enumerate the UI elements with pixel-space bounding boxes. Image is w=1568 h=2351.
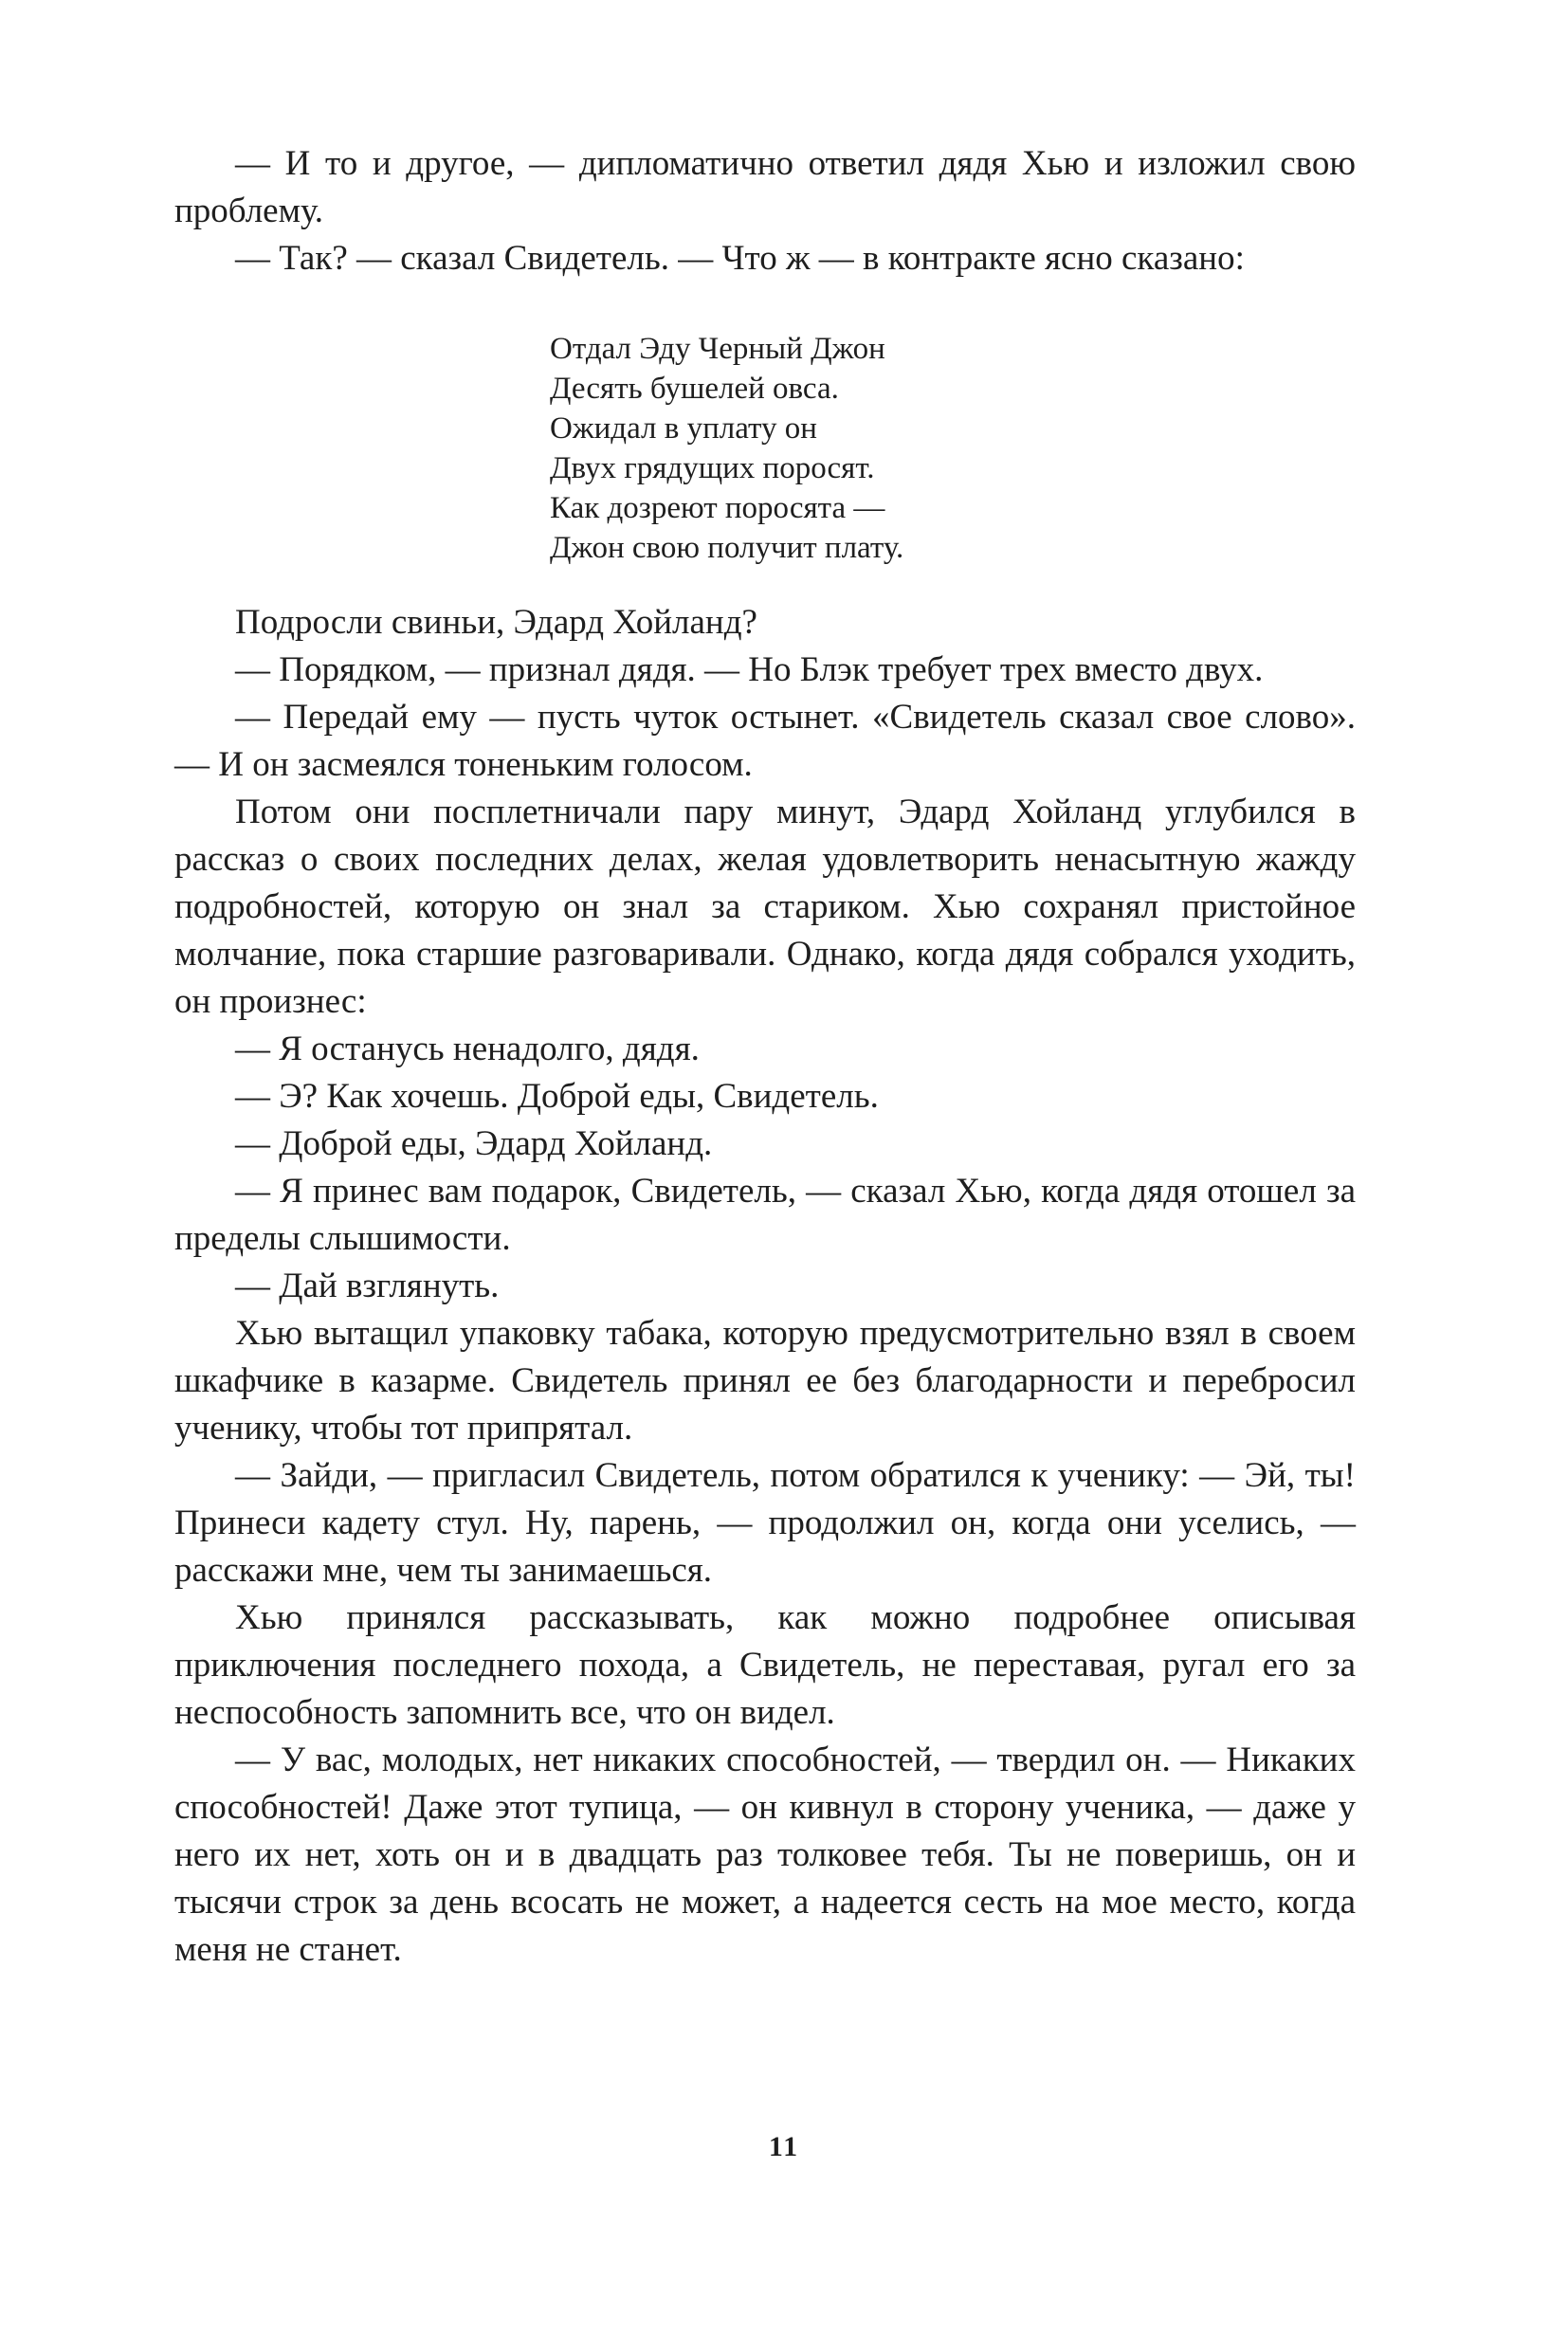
paragraph: — Зайди, — пригласил Свидетель, потом обратился к ученику: — Эй, ты! Принеси кадету стул. Ну, парень, — продолжил он, когда они уселись, — расскажи мне, чем ты занимаешься. (174, 1456, 1356, 1590)
verse-line: Отдал Эду Черный Джон (550, 332, 885, 366)
verse-line: Джон свою получит плату. (550, 531, 904, 565)
text-block-top (174, 140, 1356, 282)
paragraph: Потом они посплетничали пару минут, Эдард Хойланд углубился в рассказ о своих последних делах, желая удовлетворить ненасытную жажду подробностей, которую он знал за стариком. Хью сохранял пристойное молчание, пока старшие разговаривали. Однако, когда дядя собрался уходить, он произнес: (174, 793, 1356, 1021)
paragraph: Хью принялся рассказывать, как можно подробнее описывая приключения последнего похода, а Свидетель, не переставая, ругал его за неспособность запомнить все, что он видел. (174, 1598, 1356, 1732)
verse-line: Ожидал в уплату он (550, 411, 817, 446)
paragraph: — Дай взглянуть. (235, 1267, 500, 1305)
verse-line: Десять бушелей овса. (550, 372, 839, 406)
text-block-main (174, 599, 1356, 1974)
paragraph: Хью вытащил упаковку табака, которую предусмотрительно взял в своем шкафчике в казарме. Свидетель принял ее без благодарности и перебросил ученику, чтобы тот припрятал. (174, 1314, 1356, 1448)
paragraph: — Я останусь ненадолго, дядя. (235, 1030, 700, 1068)
paragraph: — Так? — сказал Свидетель. — Что ж — в контракте ясно сказано: (235, 239, 1245, 278)
paragraph: Подросли свиньи, Эдард Хойланд? (235, 603, 757, 642)
verse-line: Как дозреют поросята — (550, 491, 885, 525)
verse-stanza (550, 329, 1119, 568)
paragraph: — У вас, молодых, нет никаких способностей, — твердил он. — Никаких способностей! Даже этот тупица, — он кивнул в сторону ученика, — даже у него их нет, хоть он и в двадцать раз толковее тебя. Ты не поверишь, он и тысячи строк за день всосать не может, а надеется сесть на мое место, когда меня не станет. (174, 1740, 1356, 1969)
page-number: 11 (768, 2131, 800, 2162)
paragraph: — Э? Как хочешь. Доброй еды, Свидетель. (235, 1077, 879, 1116)
paragraph: — И то и другое, — дипломатично ответил дядя Хью и изложил свою проблему. (174, 144, 1356, 230)
paragraph: — Порядком, — признал дядя. — Но Блэк требует трех вместо двух. (235, 650, 1264, 689)
paragraph: — Доброй еды, Эдард Хойланд. (235, 1124, 713, 1163)
paragraph: — Передай ему — пусть чуток остынет. «Свидетель сказал свое слово». — И он засмеялся тоненьким голосом. (174, 698, 1356, 784)
paragraph: — Я принес вам подарок, Свидетель, — сказал Хью, когда дядя отошел за пределы слышимости. (174, 1172, 1356, 1258)
verse-line: Двух грядущих поросят. (550, 451, 875, 485)
